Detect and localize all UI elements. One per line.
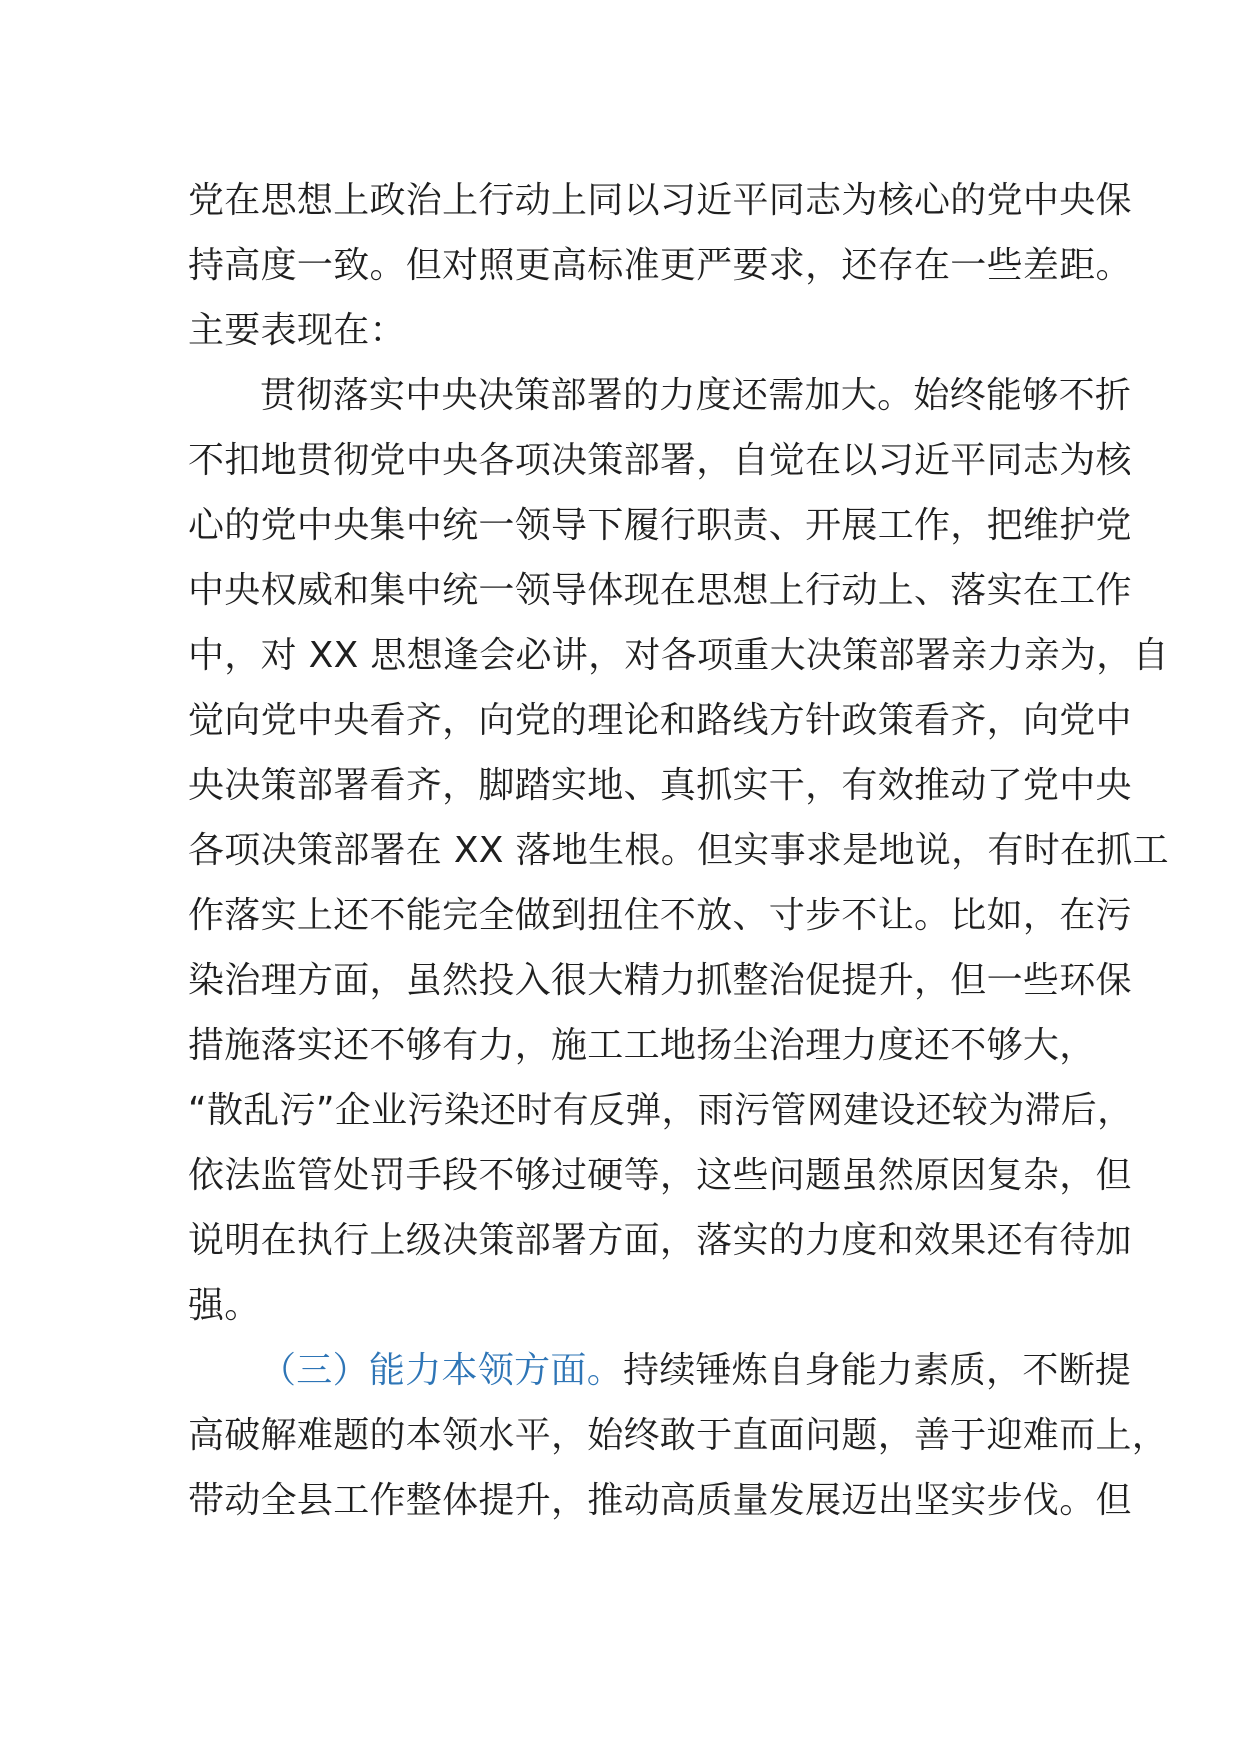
text-line: 依法监管处罚手段不够过硬等，这些问题虽然原因复杂，但: [188, 1155, 1132, 1196]
text-line: 心的党中央集中统一领导下履行职责、开展工作，把维护党: [188, 505, 1132, 546]
text-line: 央决策部署看齐，脚踏实地、真抓实干，有效推动了党中央: [188, 765, 1132, 806]
text-line: 染治理方面，虽然投入很大精力抓整治促提升，但一些环保: [188, 960, 1132, 1001]
text-line: 中央权威和集中统一领导体现在思想上行动上、落实在工作: [188, 570, 1132, 611]
text-line: 持高度一致。但对照更高标准更严要求，还存在一些差距。: [188, 245, 1132, 286]
paragraph-first-line: 贯彻落实中央决策部署的力度还需加大。始终能够不折: [260, 375, 1132, 416]
text-line: 作落实上还不能完全做到扭住不放、寸步不让。比如，在污: [188, 895, 1132, 936]
text-line: “散乱污”企业污染还时有反弹，雨污管网建设还较为滞后，: [188, 1090, 1134, 1131]
text-line: 措施落实还不够有力，施工工地扬尘治理力度还不够大，: [188, 1025, 1096, 1066]
text-line: 强。: [188, 1285, 261, 1326]
text-line: 主要表现在：: [188, 310, 406, 351]
section-heading: （三）能力本领方面。: [260, 1350, 624, 1391]
text-line: 说明在执行上级决策部署方面，落实的力度和效果还有待加: [188, 1220, 1132, 1261]
text-line: 各项决策部署在 XX 落地生根。但实事求是地说，有时在抓工: [188, 830, 1169, 871]
text-line: 觉向党中央看齐，向党的理论和路线方针政策看齐，向党中: [188, 700, 1132, 741]
text-line: 不扣地贯彻党中央各项决策部署，自觉在以习近平同志为核: [188, 440, 1132, 481]
document-page: [188, 168, 1169, 1533]
text-line: 高破解难题的本领水平，始终敢于直面问题，善于迎难而上，: [188, 1415, 1169, 1456]
text-line: 带动全县工作整体提升，推动高质量发展迈出坚实步伐。但: [188, 1480, 1132, 1521]
section-text: 持续锤炼自身能力素质，不断提: [623, 1350, 1132, 1391]
section-three-first-line: [188, 1338, 1132, 1403]
text-line: 中，对 XX 思想逢会必讲，对各项重大决策部署亲力亲为，自: [188, 635, 1169, 676]
text-line: 党在思想上政治上行动上同以习近平同志为核心的党中央保: [188, 180, 1132, 221]
